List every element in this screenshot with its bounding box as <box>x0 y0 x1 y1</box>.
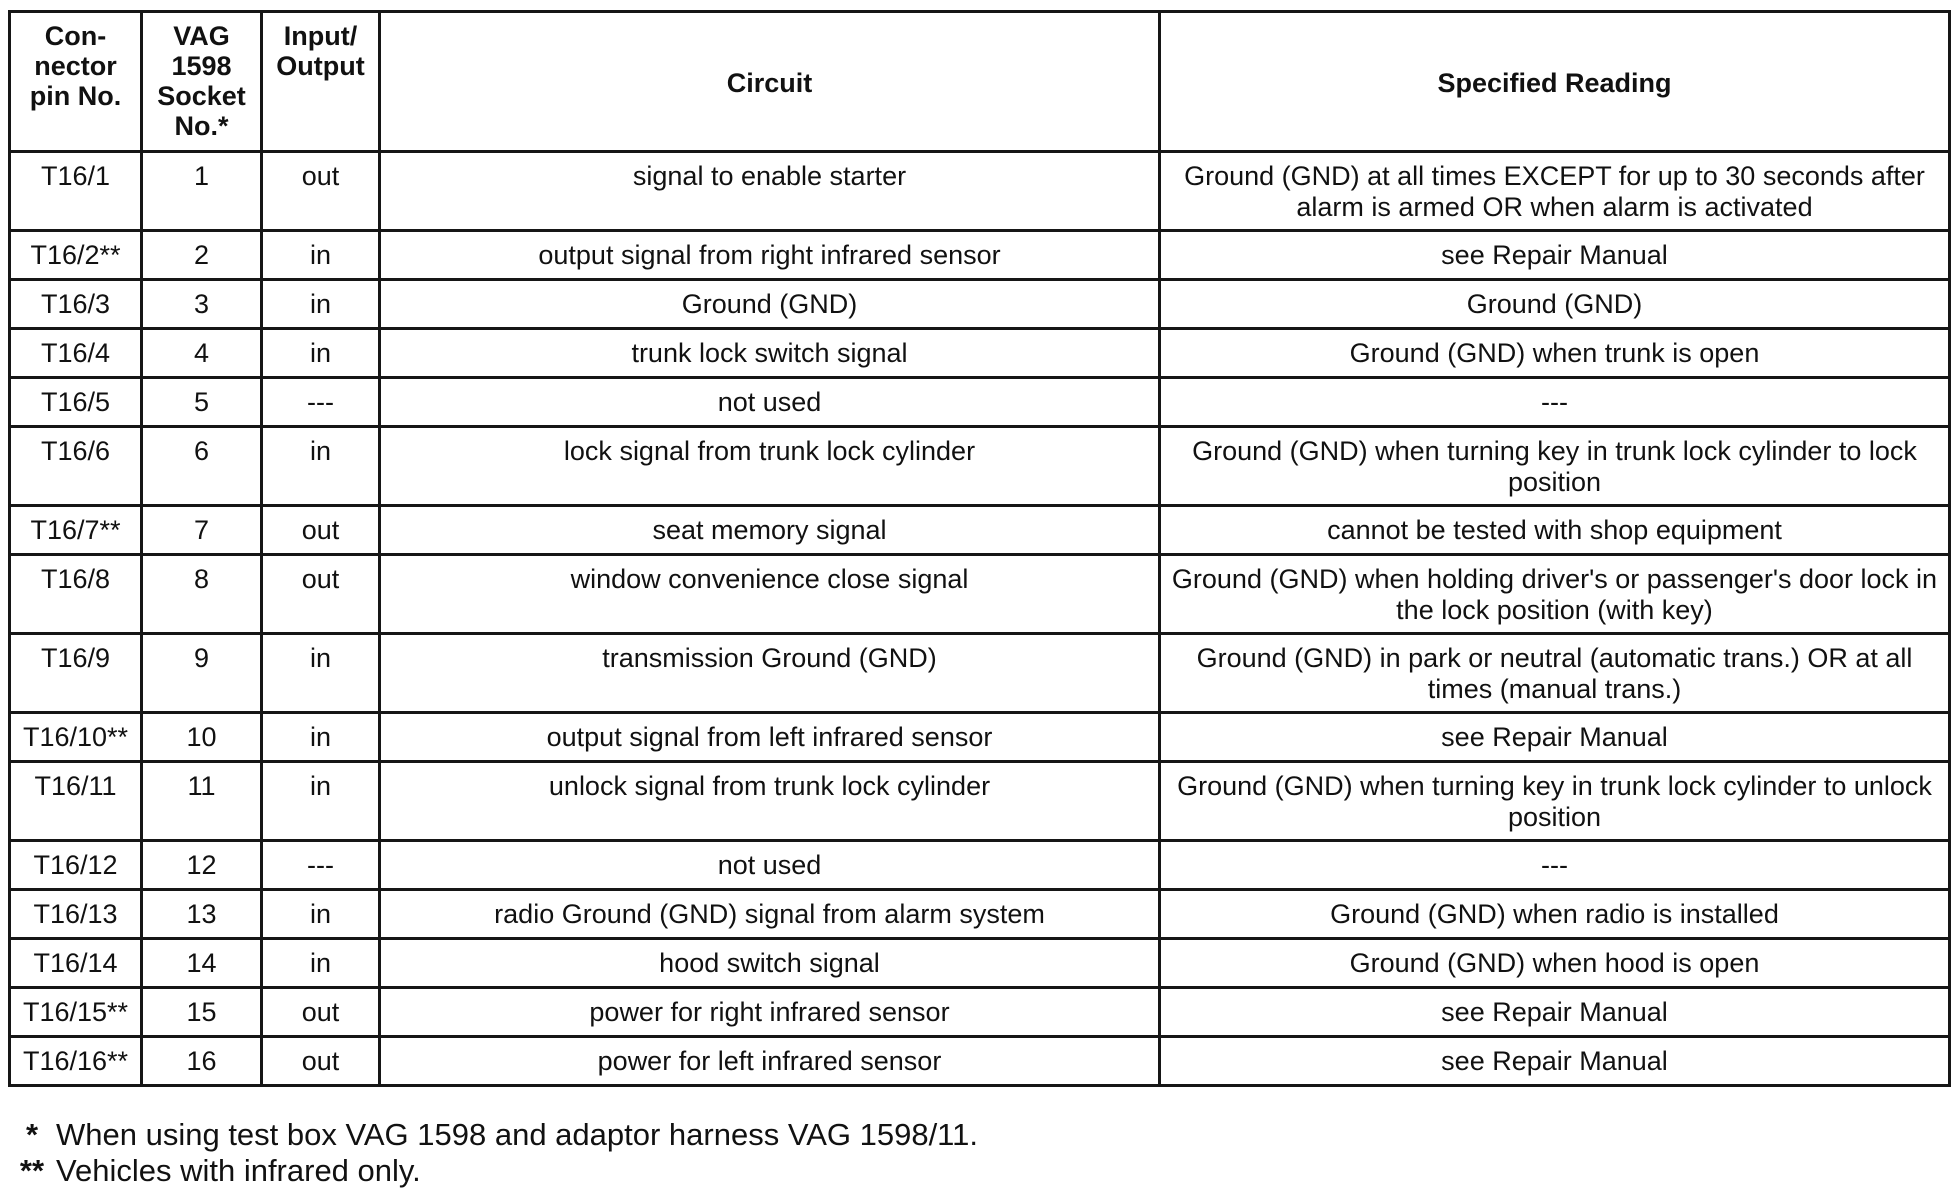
document <box>8 10 1948 1189</box>
cell-pin: T16/4 <box>10 329 142 378</box>
cell-reading: --- <box>1160 378 1950 427</box>
cell-circuit: not used <box>380 841 1160 890</box>
cell-socket: 9 <box>142 634 262 713</box>
table-row <box>10 555 1950 634</box>
cell-circuit: transmission Ground (GND) <box>380 634 1160 713</box>
cell-io: out <box>262 506 380 555</box>
cell-socket: 3 <box>142 280 262 329</box>
header-socket: VAG 1598 Socket No.* <box>142 12 262 152</box>
cell-reading: --- <box>1160 841 1950 890</box>
table-row <box>10 427 1950 506</box>
cell-circuit: unlock signal from trunk lock cylinder <box>380 762 1160 841</box>
cell-reading: cannot be tested with shop equipment <box>1160 506 1950 555</box>
cell-pin: T16/1 <box>10 152 142 231</box>
cell-socket: 16 <box>142 1037 262 1086</box>
cell-io: out <box>262 555 380 634</box>
header-pin: Con- nector pin No. <box>10 12 142 152</box>
cell-circuit: hood switch signal <box>380 939 1160 988</box>
cell-pin: T16/5 <box>10 378 142 427</box>
cell-pin: T16/9 <box>10 634 142 713</box>
table-row <box>10 1037 1950 1086</box>
cell-socket: 6 <box>142 427 262 506</box>
table-row <box>10 841 1950 890</box>
cell-reading: see Repair Manual <box>1160 988 1950 1037</box>
cell-socket: 2 <box>142 231 262 280</box>
cell-circuit: trunk lock switch signal <box>380 329 1160 378</box>
cell-reading: see Repair Manual <box>1160 231 1950 280</box>
cell-circuit: power for right infrared sensor <box>380 988 1160 1037</box>
table-header-row <box>10 12 1950 152</box>
cell-io: in <box>262 427 380 506</box>
footnotes <box>8 1117 1948 1189</box>
cell-pin: T16/15** <box>10 988 142 1037</box>
cell-pin: T16/16** <box>10 1037 142 1086</box>
footnote-mark: * <box>25 1117 39 1152</box>
cell-io: out <box>262 1037 380 1086</box>
cell-circuit: power for left infrared sensor <box>380 1037 1160 1086</box>
cell-circuit: Ground (GND) <box>380 280 1160 329</box>
table-row <box>10 762 1950 841</box>
cell-io: in <box>262 634 380 713</box>
cell-socket: 12 <box>142 841 262 890</box>
cell-reading: Ground (GND) in park or neutral (automatic trans.) OR at all times (manual trans.) <box>1160 634 1950 713</box>
table-row <box>10 939 1950 988</box>
header-reading: Specified Reading <box>1160 12 1950 152</box>
table-row <box>10 378 1950 427</box>
cell-reading: Ground (GND) at all times EXCEPT for up to 30 seconds after alarm is armed OR when alarm is activated <box>1160 152 1950 231</box>
footnote-text: Vehicles with infrared only. <box>56 1153 421 1188</box>
cell-pin: T16/14 <box>10 939 142 988</box>
header-circuit: Circuit <box>380 12 1160 152</box>
cell-circuit: signal to enable starter <box>380 152 1160 231</box>
cell-socket: 13 <box>142 890 262 939</box>
cell-pin: T16/3 <box>10 280 142 329</box>
cell-socket: 11 <box>142 762 262 841</box>
cell-socket: 15 <box>142 988 262 1037</box>
cell-reading: Ground (GND) when holding driver's or passenger's door lock in the lock position (with key) <box>1160 555 1950 634</box>
footnote-mark: ** <box>19 1153 45 1188</box>
cell-circuit: window convenience close signal <box>380 555 1160 634</box>
footnote-text: When using test box VAG 1598 and adaptor harness VAG 1598/11. <box>56 1117 978 1152</box>
cell-pin: T16/12 <box>10 841 142 890</box>
cell-reading: see Repair Manual <box>1160 1037 1950 1086</box>
cell-pin: T16/13 <box>10 890 142 939</box>
table-row <box>10 713 1950 762</box>
cell-pin: T16/11 <box>10 762 142 841</box>
cell-reading: Ground (GND) when trunk is open <box>1160 329 1950 378</box>
cell-socket: 7 <box>142 506 262 555</box>
cell-reading: Ground (GND) when radio is installed <box>1160 890 1950 939</box>
table-row <box>10 231 1950 280</box>
cell-pin: T16/7** <box>10 506 142 555</box>
cell-io: in <box>262 890 380 939</box>
cell-reading: see Repair Manual <box>1160 713 1950 762</box>
cell-io: in <box>262 329 380 378</box>
cell-pin: T16/6 <box>10 427 142 506</box>
connector-pin-table <box>8 10 1951 1087</box>
cell-circuit: seat memory signal <box>380 506 1160 555</box>
cell-circuit: lock signal from trunk lock cylinder <box>380 427 1160 506</box>
table-row <box>10 634 1950 713</box>
cell-socket: 10 <box>142 713 262 762</box>
footnote <box>8 1117 1948 1153</box>
cell-pin: T16/8 <box>10 555 142 634</box>
table-row <box>10 152 1950 231</box>
table-row <box>10 988 1950 1037</box>
table-row <box>10 329 1950 378</box>
cell-reading: Ground (GND) <box>1160 280 1950 329</box>
cell-pin: T16/2** <box>10 231 142 280</box>
table-row <box>10 506 1950 555</box>
cell-io: in <box>262 231 380 280</box>
cell-io: out <box>262 988 380 1037</box>
cell-circuit: output signal from left infrared sensor <box>380 713 1160 762</box>
cell-io: --- <box>262 841 380 890</box>
table-row <box>10 280 1950 329</box>
cell-circuit: not used <box>380 378 1160 427</box>
table-row <box>10 890 1950 939</box>
cell-io: --- <box>262 378 380 427</box>
cell-io: in <box>262 280 380 329</box>
cell-reading: Ground (GND) when turning key in trunk lock cylinder to lock position <box>1160 427 1950 506</box>
cell-circuit: output signal from right infrared sensor <box>380 231 1160 280</box>
cell-reading: Ground (GND) when hood is open <box>1160 939 1950 988</box>
cell-socket: 4 <box>142 329 262 378</box>
footnote <box>8 1153 1948 1189</box>
header-io: Input/ Output <box>262 12 380 152</box>
cell-socket: 5 <box>142 378 262 427</box>
cell-pin: T16/10** <box>10 713 142 762</box>
cell-circuit: radio Ground (GND) signal from alarm system <box>380 890 1160 939</box>
cell-io: in <box>262 762 380 841</box>
cell-io: in <box>262 939 380 988</box>
cell-socket: 1 <box>142 152 262 231</box>
cell-io: in <box>262 713 380 762</box>
cell-socket: 8 <box>142 555 262 634</box>
cell-socket: 14 <box>142 939 262 988</box>
cell-reading: Ground (GND) when turning key in trunk lock cylinder to unlock position <box>1160 762 1950 841</box>
cell-io: out <box>262 152 380 231</box>
